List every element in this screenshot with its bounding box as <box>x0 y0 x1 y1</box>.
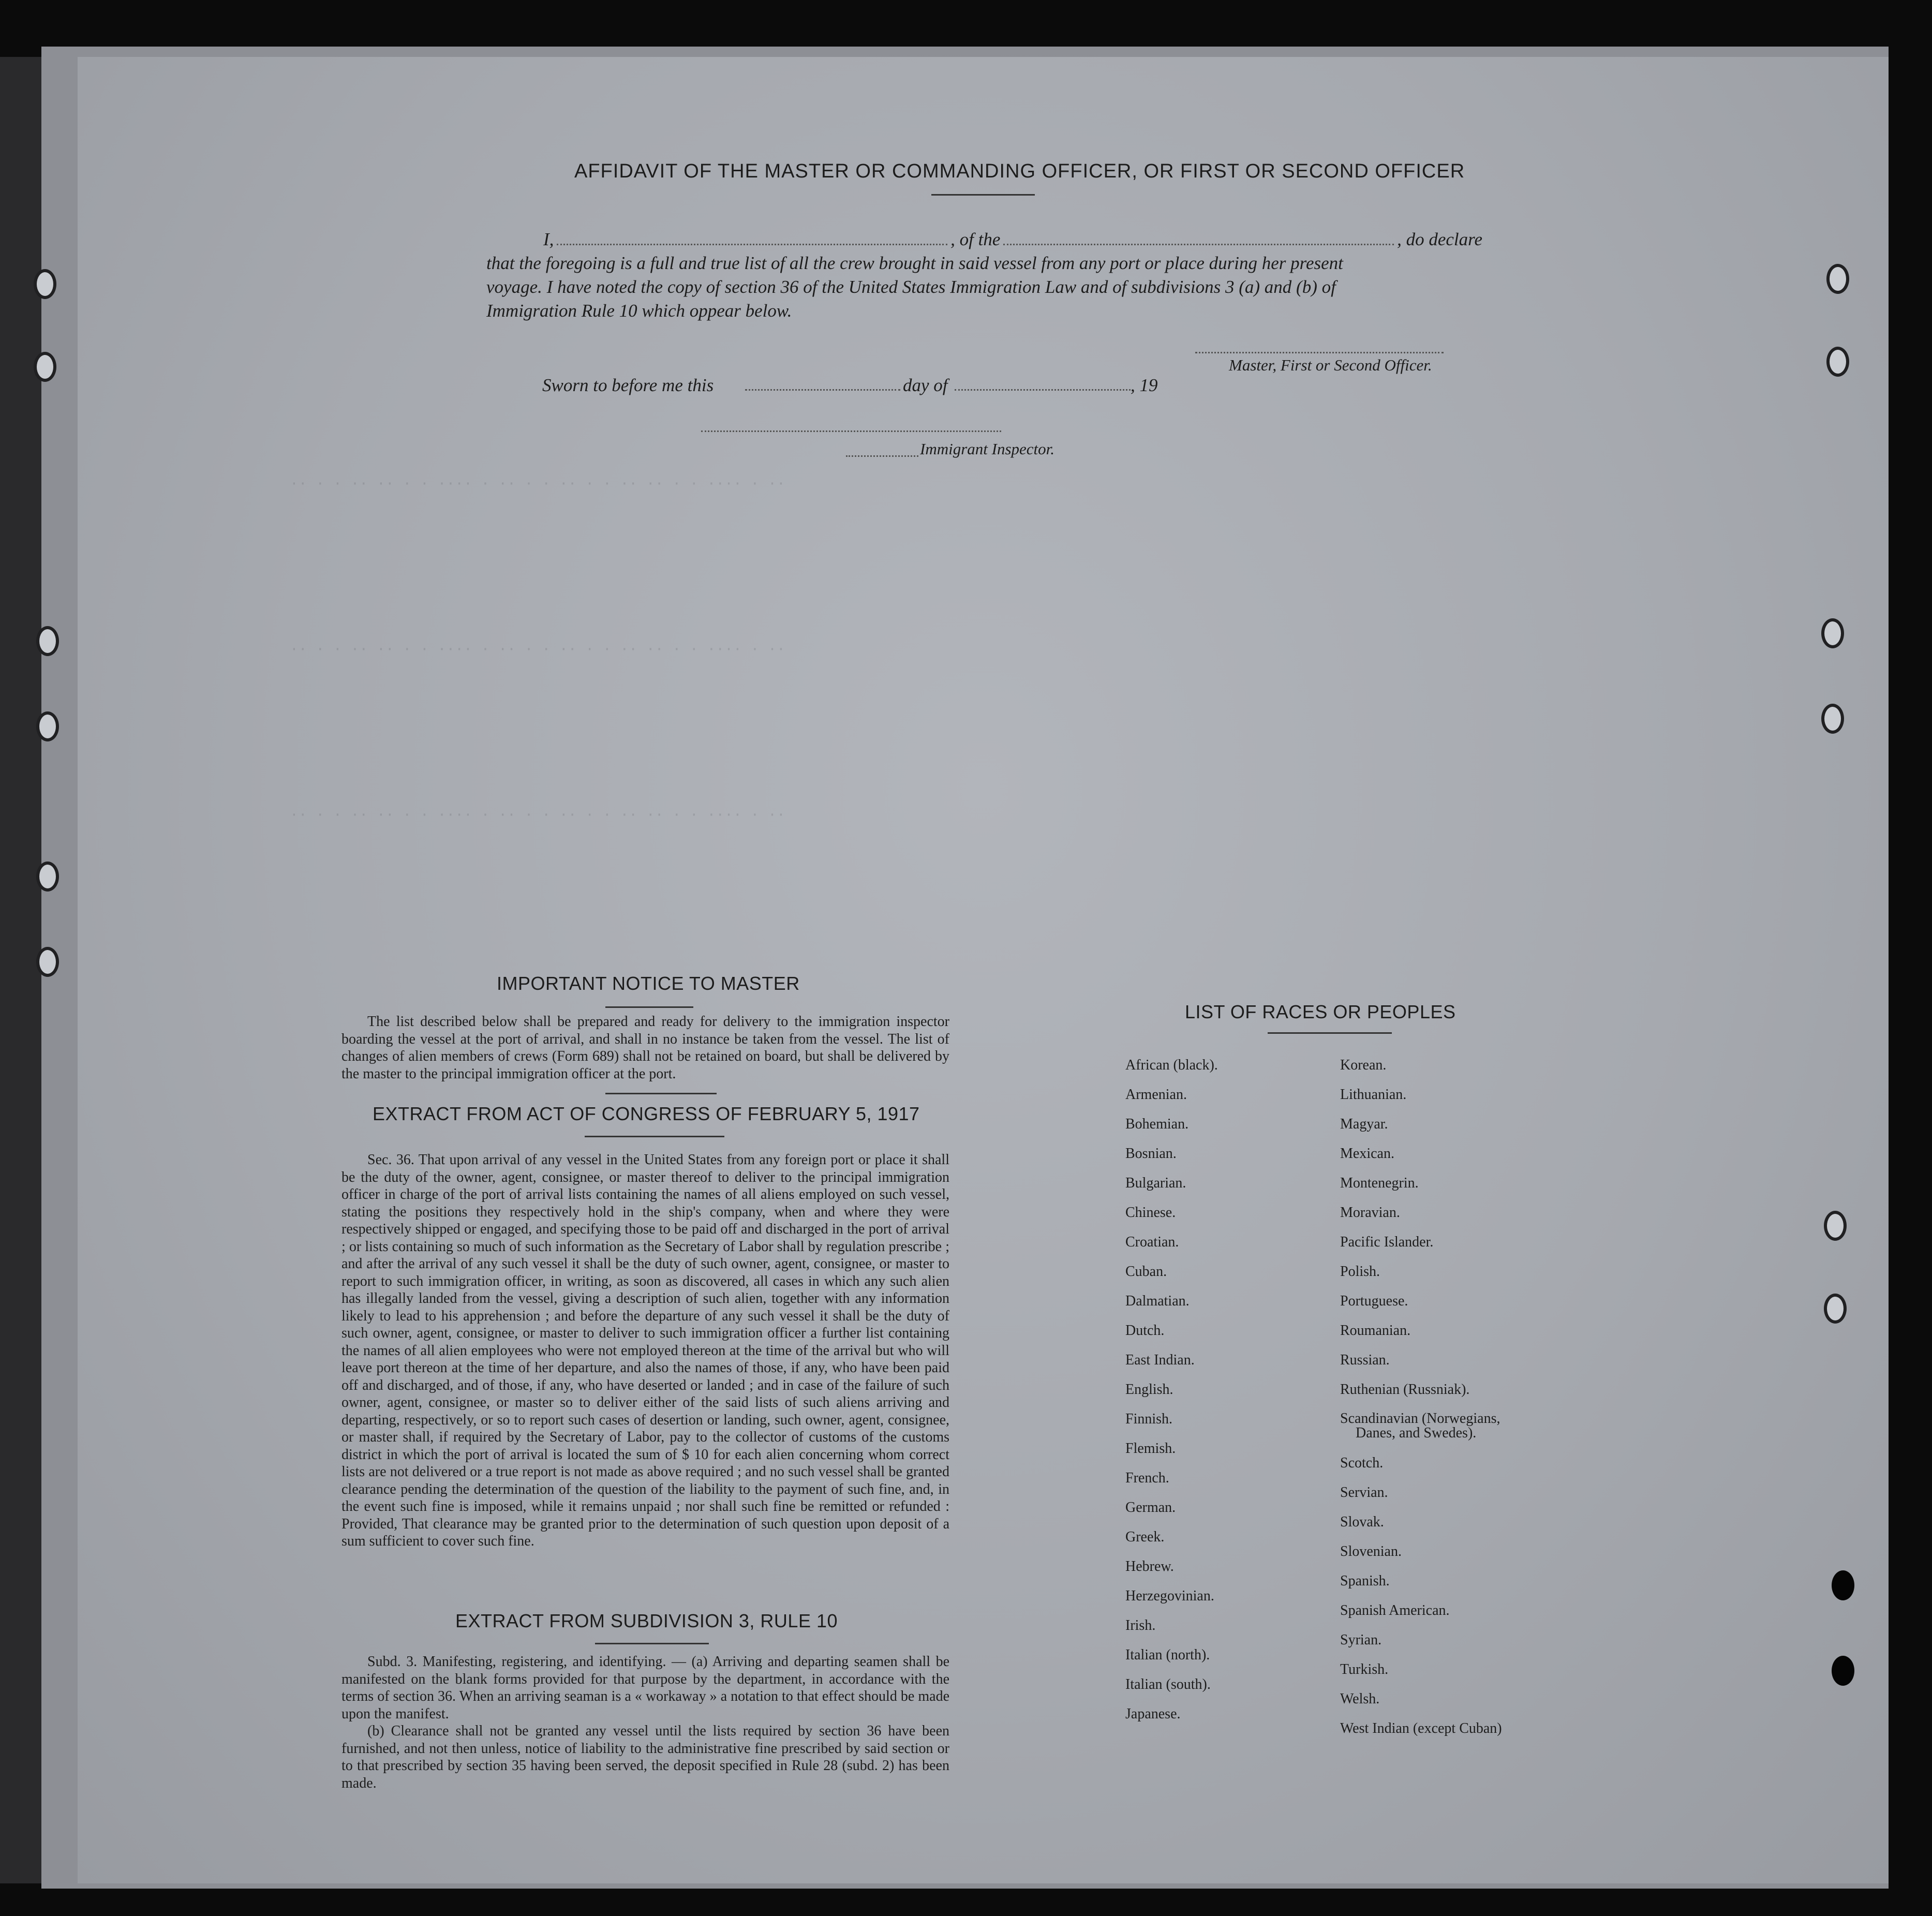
punch-hole-icon <box>36 626 59 656</box>
race-list-item: Japanese. <box>1125 1706 1181 1722</box>
race-list-item: Hebrew. <box>1125 1558 1174 1575</box>
declaration-text: voyage. I have noted the copy of section 36 of the United States Immigration Law and of subdivisions 3 (a) and (b) of <box>486 277 1336 297</box>
race-list-item: African (black). <box>1125 1057 1218 1073</box>
punch-hole-icon <box>1821 618 1844 648</box>
race-list-item: Bulgarian. <box>1125 1175 1186 1191</box>
race-list-item: East Indian. <box>1125 1352 1195 1368</box>
master-label: Master, First or Second Officer. <box>1229 356 1432 374</box>
divider <box>585 1136 724 1137</box>
form-sheet <box>78 57 1889 1883</box>
sworn-text: day of <box>903 375 948 395</box>
race-list-item: Portuguese. <box>1340 1293 1408 1309</box>
inspector-dots <box>846 455 918 457</box>
act-extract-title: EXTRACT FROM ACT OF CONGRESS OF FEBRUARY 5, 1917 <box>373 1103 920 1124</box>
inspector-signature-line[interactable] <box>701 430 1001 432</box>
divider <box>605 1093 717 1094</box>
race-list-item: Bohemian. <box>1125 1116 1189 1132</box>
master-signature-line[interactable] <box>1195 352 1444 353</box>
race-list-item: English. <box>1125 1382 1173 1398</box>
race-list-item: Irish. <box>1125 1617 1156 1633</box>
punch-hole-icon <box>36 947 59 977</box>
name-blank[interactable] <box>557 229 947 245</box>
punch-hole-icon <box>36 862 59 892</box>
act-extract-text: Sec. 36. That upon arrival of any vessel in the United States from any foreign port or place it shall be the duty of the owner, agent, consignee, or master thereof to deliver to the principal immigration officer in charge of the port of arrival lists containing the names of all aliens employed on such vessel, stating the positions they respectively hold in the ship's company, when and where they were respectively shipped or engaged, and specifying those to be paid off and discharged in the port of arrival ; or lists containing so much of such information as the Secretary of Labor shall by regulation prescribe ; and after the arrival of any such vessel it shall be the duty of such owner, agent, consignee, or master to report to such immigration officer, in writing, as soon as discovered, all cases in which any such alien has illegally landed from the vessel, giving a description of such alien, together with any information likely to lead to his apprehension ; and before the departure of any such vessel it shall be the duty of such owner, agent, consignee, or master to deliver to such immigration officer a further list containing the names of all alien employees who were not employed thereon at the time of the arrival but who will leave port thereon at the time of her departure, and also the names of those, if any, who have been paid off and discharged, and of those, if any, who have deserted or landed ; and in case of the failure of such owner, agent, consignee, or master so to deliver either of the said lists of such aliens arriving and departing, respectively, or so to report such cases of desertion or landing, such owner, agent, consignee, or master shall, if required by the Secretary of Labor, pay to the collector of customs of the customs district in which the port of arrival is located the sum of $ 10 for each alien concerning whom correct lists are not delivered or a true report is not made as above required ; and no such vessel shall be granted clearance pending the determination of the question of the liability to the payment of such fine, and, in the event such fine is imposed, while it remains unpaid ; nor shall such fine be remitted or refunded : Provided, That clearance may be granted prior to the determination of such question upon deposit of a sum sufficient to cover such fine. <box>341 1152 949 1549</box>
declaration-text: , of the <box>950 229 1001 249</box>
races-column-2 <box>1340 1050 1502 1743</box>
race-list-item: Danes, and Swedes). <box>1356 1425 1477 1441</box>
divider <box>931 194 1035 196</box>
punch-hole-icon <box>1824 1211 1847 1241</box>
race-list-item: Ruthenian (Russniak). <box>1340 1382 1470 1398</box>
rule-extract-text-a: Subd. 3. Manifesting, registering, and identifying. — (a) Arriving and departing seamen shall be manifested on the blank forms provided for that purpose by the department, in accordance with the terms of section 36. When an arriving seaman is a « workaway » a notation to that effect should be made upon the manifest. <box>341 1654 949 1722</box>
vessel-blank[interactable] <box>1003 229 1394 245</box>
declaration-text: that the foregoing is a full and true list of all the crew brought in said vessel from any port or place during her present <box>486 253 1343 273</box>
bleed-through-row: ·· · · ·· ·· · · ···· · ·· · · ·· · · ·· ·· · · ···· · ·· <box>290 476 785 492</box>
affidavit-title: AFFIDAVIT OF THE MASTER OR COMMANDING OFFICER, OR FIRST OR SECOND OFFICER <box>574 160 1465 182</box>
race-list-item: Italian (south). <box>1125 1676 1211 1692</box>
race-list-item: Lithuanian. <box>1340 1087 1407 1103</box>
punch-hole-icon <box>34 352 56 382</box>
race-list-item: Herzegovinian. <box>1125 1588 1214 1604</box>
race-list-item: Scandinavian (Norwegians, <box>1340 1410 1500 1427</box>
race-list-item: Moravian. <box>1340 1205 1400 1221</box>
race-list-item: Magyar. <box>1340 1116 1388 1132</box>
declaration-line <box>486 228 1482 251</box>
race-list-item: Dalmatian. <box>1125 1293 1190 1309</box>
race-list-item: Dutch. <box>1125 1323 1165 1339</box>
declaration-block <box>486 228 1482 323</box>
race-list-item: Roumanian. <box>1340 1323 1411 1339</box>
race-list-item: Turkish. <box>1340 1661 1389 1677</box>
notice-text: The list described below shall be prepared and ready for delivery to the immigration inspector boarding the vessel at the port of arrival, and shall in no instance be taken from the vessel. The list of changes of alien members of crews (Form 689) shall not be retained on board, but shall be delivered by the master to the principal immigration officer at the port. <box>341 1014 949 1082</box>
race-list-item: Montenegrin. <box>1340 1175 1419 1191</box>
race-list-item: Chinese. <box>1125 1205 1176 1221</box>
races-title: LIST OF RACES OR PEOPLES <box>1185 1001 1456 1022</box>
race-list-item: Bosnian. <box>1125 1146 1177 1162</box>
race-list-item: Flemish. <box>1125 1440 1176 1457</box>
race-list-item: Slovenian. <box>1340 1543 1402 1559</box>
declaration-text: I, <box>543 229 554 249</box>
race-list-item: Korean. <box>1340 1057 1387 1073</box>
race-list-item: West Indian (except Cuban) <box>1340 1720 1502 1736</box>
rule-extract-paragraph <box>341 1653 949 1792</box>
race-list-item: Spanish. <box>1340 1573 1390 1589</box>
sworn-text: , 19 <box>1131 375 1158 395</box>
race-list-item: Croatian. <box>1125 1234 1179 1250</box>
race-list-item: Russian. <box>1340 1352 1390 1368</box>
race-list-item: Armenian. <box>1125 1087 1187 1103</box>
bleed-through-row: ·· · · ·· ·· · · ···· · ·· · · ·· · · ·· ·· · · ···· · ·· <box>290 642 785 658</box>
act-extract-paragraph <box>341 1151 949 1550</box>
bleed-through-row: ·· · · ·· ·· · · ···· · ·· · · ·· · · ·· ·· · · ···· · ·· <box>290 807 785 823</box>
day-blank[interactable] <box>745 389 900 391</box>
punch-hole-icon <box>1826 347 1849 377</box>
race-list-item: Pacific Islander. <box>1340 1234 1434 1250</box>
race-list-item: French. <box>1125 1470 1169 1486</box>
race-list-item: Italian (north). <box>1125 1647 1210 1663</box>
races-column-1 <box>1125 1050 1218 1729</box>
rule-extract-title: EXTRACT FROM SUBDIVISION 3, RULE 10 <box>455 1610 838 1631</box>
notice-paragraph <box>341 1013 949 1082</box>
declaration-text: Immigration Rule 10 which oppear below. <box>486 301 792 321</box>
race-list-item: Syrian. <box>1340 1632 1382 1648</box>
punch-hole-icon <box>34 269 56 299</box>
punch-hole-icon <box>1832 1570 1854 1600</box>
punch-hole-icon <box>1824 1294 1847 1324</box>
declaration-text: , do declare <box>1397 229 1483 249</box>
divider <box>595 1643 709 1644</box>
race-list-item: Welsh. <box>1340 1691 1380 1707</box>
race-list-item: Slovak. <box>1340 1514 1384 1530</box>
notice-title: IMPORTANT NOTICE TO MASTER <box>497 973 800 994</box>
month-blank[interactable] <box>955 389 1131 391</box>
race-list-item: Polish. <box>1340 1264 1380 1280</box>
rule-extract-text-b: (b) Clearance shall not be granted any vessel until the lists required by section 36 have been furnished, and not then unless, notice of liability to the administrative fine prescribed by said section or to that prescribed by section 35 having been served, the deposit specified in Rule 28 (subd. 2) has been made. <box>341 1723 949 1791</box>
race-list-item: German. <box>1125 1499 1176 1516</box>
punch-hole-icon <box>36 711 59 741</box>
race-list-item: Greek. <box>1125 1529 1165 1545</box>
punch-hole-icon <box>1826 264 1849 294</box>
inspector-label: Immigrant Inspector. <box>920 440 1055 458</box>
divider <box>1268 1032 1392 1034</box>
race-list-item: Spanish American. <box>1340 1602 1450 1618</box>
punch-hole-icon <box>1821 704 1844 734</box>
sworn-text: Sworn to before me this <box>542 375 714 395</box>
race-list-item: Finnish. <box>1125 1411 1173 1427</box>
race-list-item: Mexican. <box>1340 1146 1394 1162</box>
punch-hole-icon <box>1832 1656 1854 1686</box>
divider <box>605 1006 693 1008</box>
race-list-item: Scotch. <box>1340 1455 1384 1471</box>
race-list-item: Servian. <box>1340 1484 1388 1501</box>
race-list-item: Cuban. <box>1125 1264 1167 1280</box>
